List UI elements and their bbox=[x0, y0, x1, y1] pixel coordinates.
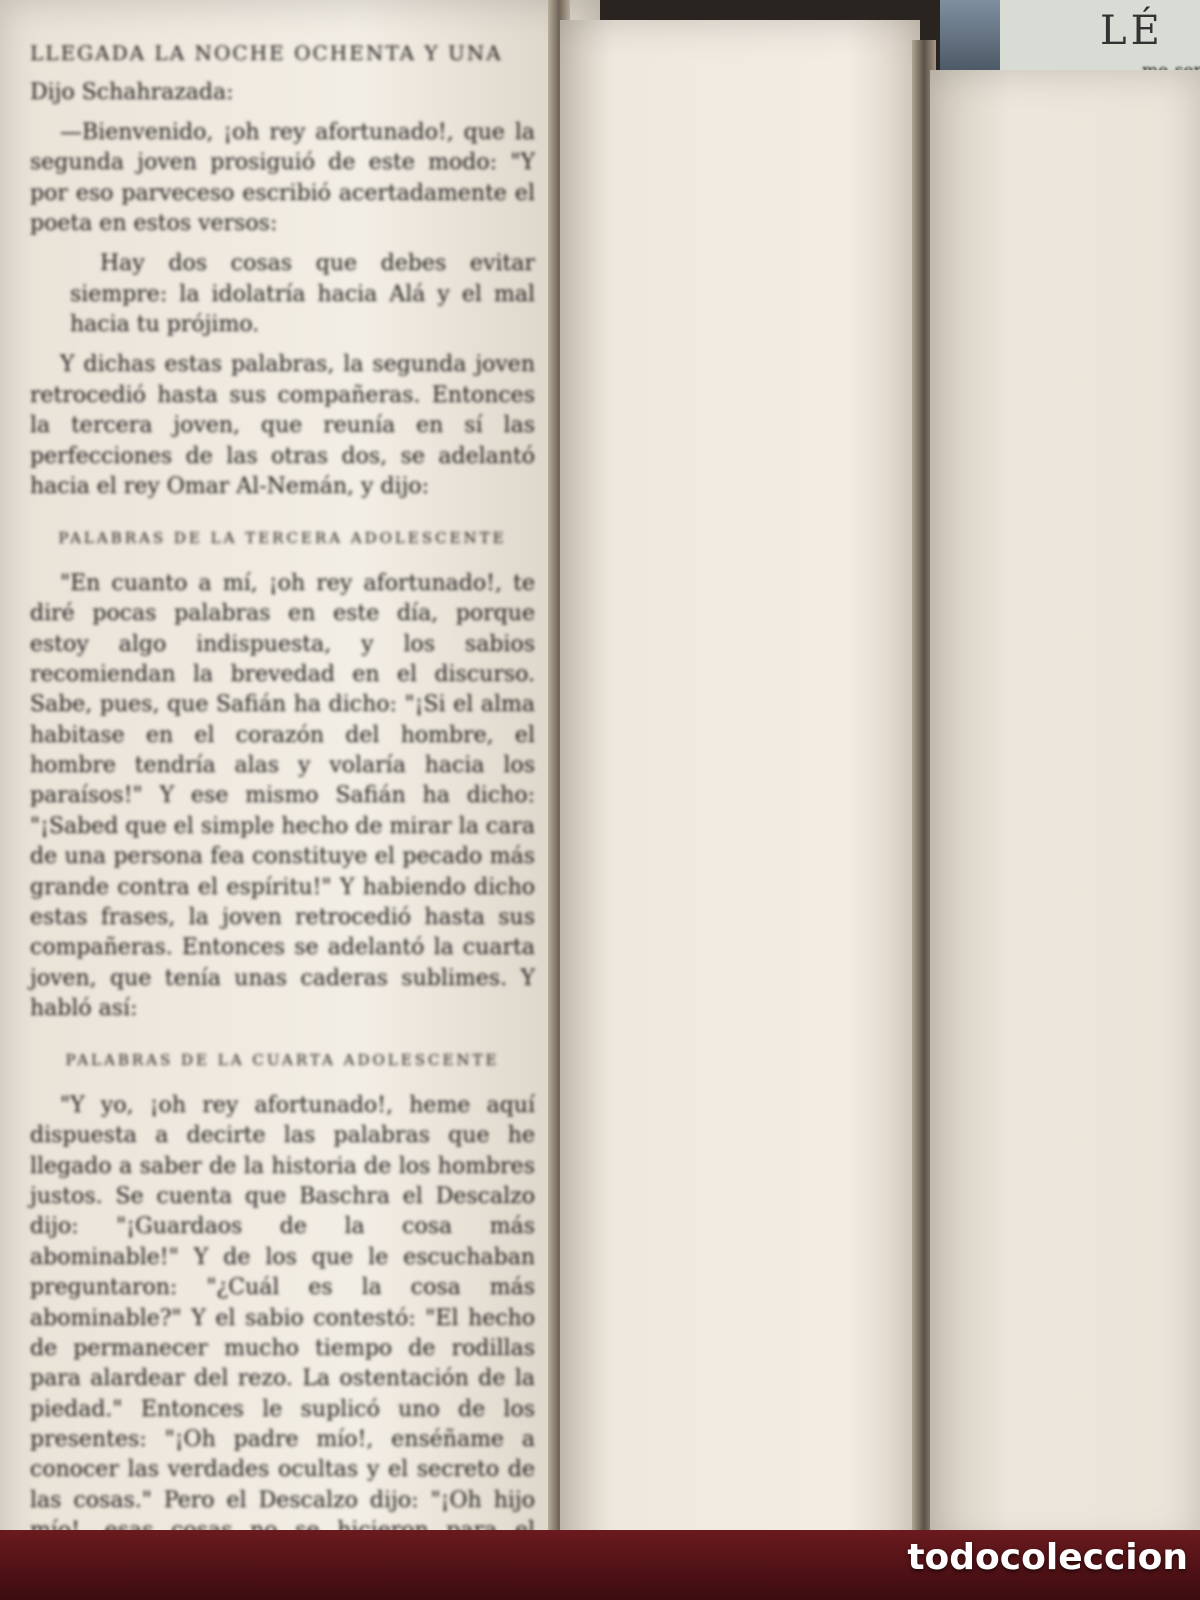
section-heading: PALABRAS DE LA CUARTA ADOLESCENTE bbox=[65, 1051, 500, 1070]
section-heading: PALABRAS DE LA TERCERA ADOLESCENTE bbox=[58, 529, 507, 548]
watermark: todocoleccion bbox=[907, 1537, 1188, 1578]
paragraph: "Y yo, ¡oh rey afortunado!, heme aquí dispuesta a decirte las palabras que he llegado a saber de la historia de los hombres justos. Se cuenta que Baschra el Descalzo dijo: "¡Guardaos de la cosa más abominable!" Y de los que le escuchaban preguntaron: "¿Cuál es la cosa más abominable?" Y el sabio contestó: "El hecho de permanecer mucho tiempo de rodillas para alardear del rezo. La ostentación de la piedad." Entonces le suplicó uno de los presentes: "¡Oh padre mío!, enséñame a conocer las verdades ocultas y el secreto de las cosas." Pero el Descalzo dijo: "¡Oh hijo bbox=[30, 1093, 535, 1513]
running-head: LLEGADA LA NOCHE OCHENTA Y UNA bbox=[30, 41, 503, 65]
right-page bbox=[930, 70, 1200, 1550]
left-page-text bbox=[30, 40, 535, 1600]
paragraph: Y dichas estas palabras, la segunda joven retrocedió hasta sus compañeras. Entonces la tercera joven, que reunía en sí las perfecciones de las otras dos, se adelantó hacia el rey Omar Al-Nemán, y dijo: bbox=[30, 352, 535, 499]
paragraph: "En cuanto a mí, ¡oh rey afortunado!, te diré pocas palabras en este día, porque estoy algo indispuesta, y los sabios recomiendan la brevedad en el discurso. Sabe, pues, que Safián ha dicho: "¡Si el alma habitase en el corazón del hombre, el hombre tendría alas y volaría hacia los paraísos!" Y ese mismo Safián ha dicho: "¡Sabed que el simple hecho de mirar la cara de una persona fea constituye el pecado más grande contra el espíritu!" Y habiendo dicho estas frases, la joven retrocedió hasta sus compañeras. Entonces se adelantó la cuarta joven, que tenía unas caderas sublimes. Y habló así: bbox=[30, 570, 535, 1021]
middle-page bbox=[560, 20, 920, 1600]
verse: Hay dos cosas que debes evitar siempre: la idolatría hacia Alá y el mal hacia tu prójimo. bbox=[70, 251, 535, 338]
intro-paragraph: —Bienvenido, ¡oh rey afortunado!, que la segunda joven prosiguió de este modo: "Y por eso parveceso escribió acertadamente el poeta en estos versos: bbox=[30, 119, 535, 237]
intro-line: Dijo Schahrazada: bbox=[30, 79, 234, 105]
background-book-lettering: LÉ bbox=[1100, 8, 1164, 54]
